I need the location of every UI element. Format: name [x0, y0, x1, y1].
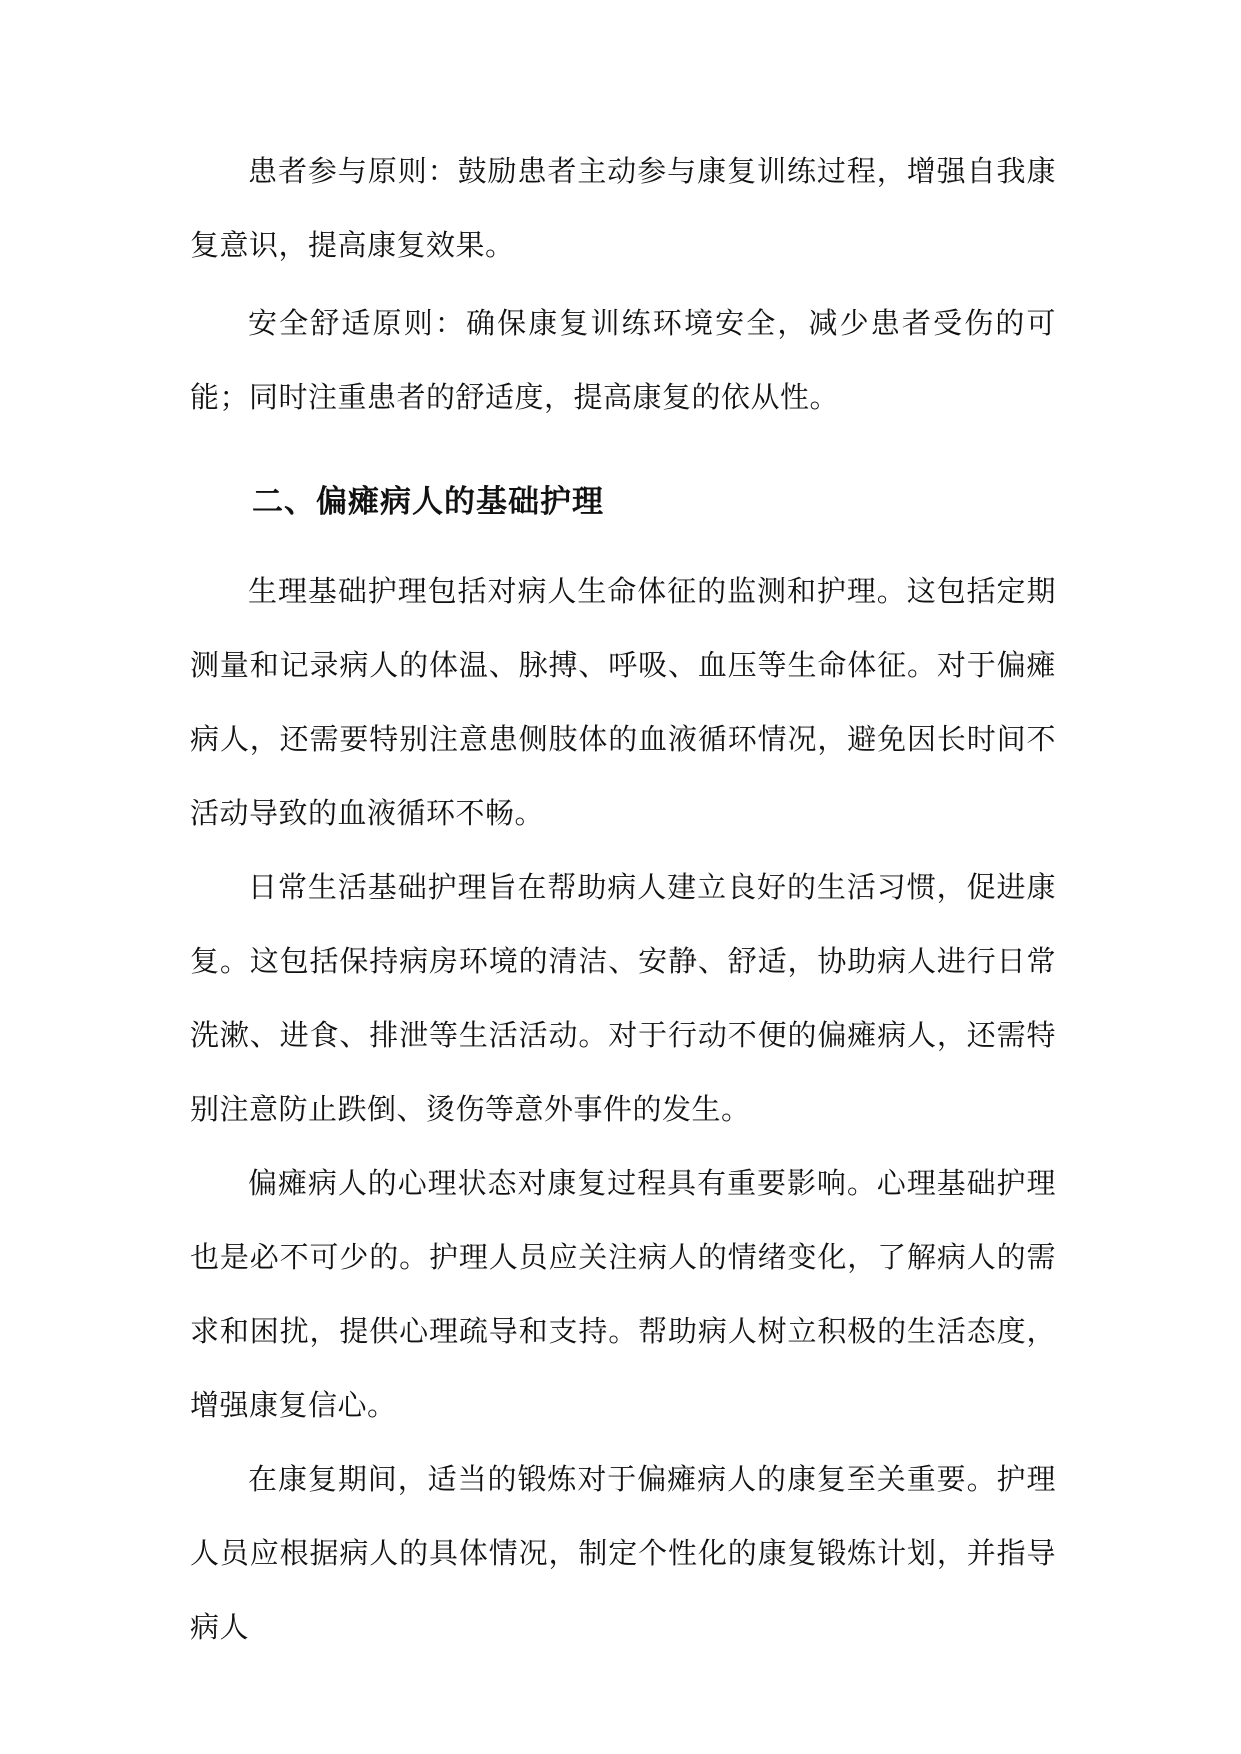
paragraph-physiological-care: 生理基础护理包括对病人生命体征的监测和护理。这包括定期测量和记录病人的体温、脉搏、呼吸、血压等生命体征。对于偏瘫病人，还需要特别注意患侧肢体的血液循环情况，避免因长时间不活动导致的血液循环不畅。	[190, 574, 1056, 830]
paragraph-safety-comfort: 安全舒适原则：确保康复训练环境安全，减少患者受伤的可能；同时注重患者的舒适度，提高康复的依从性。	[190, 306, 1056, 414]
paragraph-psychological-care: 偏瘫病人的心理状态对康复过程具有重要影响。心理基础护理也是必不可少的。护理人员应关注病人的情绪变化，了解病人的需求和困扰，提供心理疏导和支持。帮助病人树立积极的生活态度，增强康复信心。	[190, 1166, 1056, 1422]
paragraph-exercise: 在康复期间，适当的锻炼对于偏瘫病人的康复至关重要。护理人员应根据病人的具体情况，制定个性化的康复锻炼计划，并指导病人	[190, 1462, 1056, 1644]
paragraph-patient-participation: 患者参与原则：鼓励患者主动参与康复训练过程，增强自我康复意识，提高康复效果。	[190, 154, 1056, 262]
paragraph-daily-life-care: 日常生活基础护理旨在帮助病人建立良好的生活习惯，促进康复。这包括保持病房环境的清洁、安静、舒适，协助病人进行日常洗漱、进食、排泄等生活活动。对于行动不便的偏瘫病人，还需特别注意防止跌倒、烫伤等意外事件的发生。	[190, 870, 1056, 1126]
section-heading: 二、偏瘫病人的基础护理	[252, 484, 604, 520]
